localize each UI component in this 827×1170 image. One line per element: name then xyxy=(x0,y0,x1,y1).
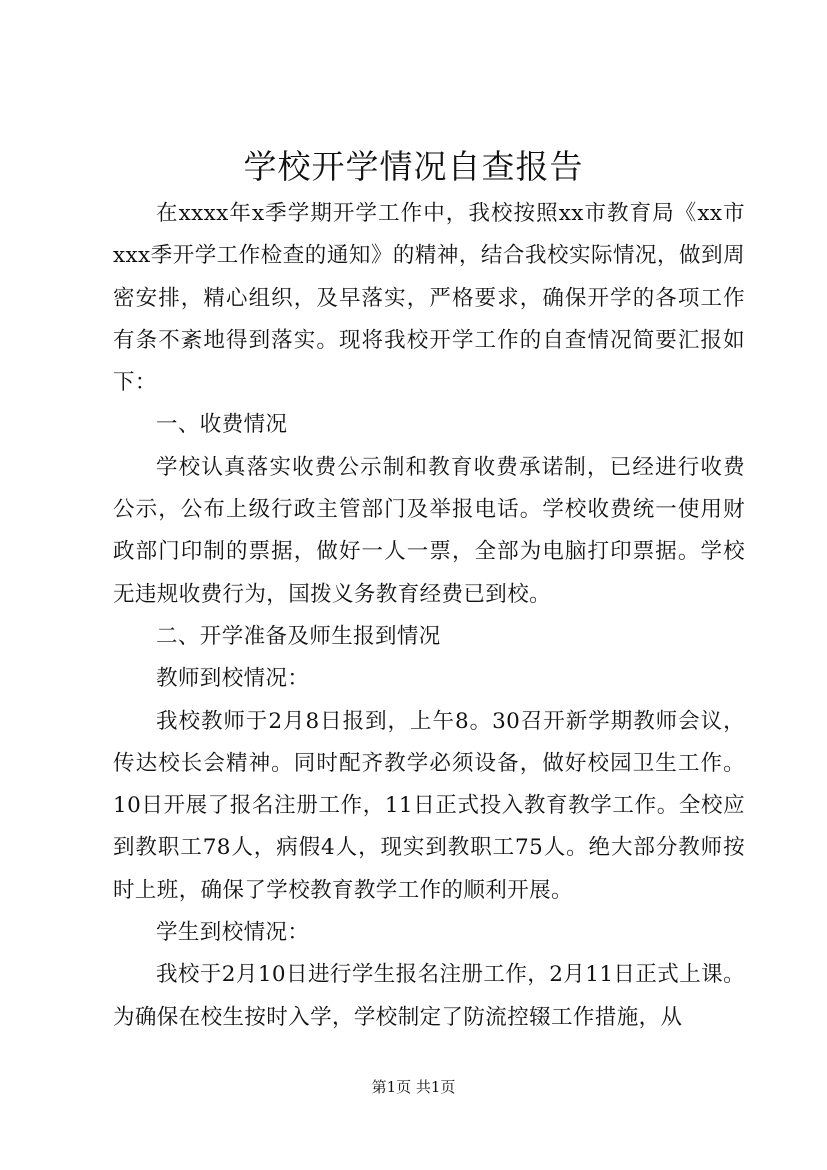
paragraph-students: 我校于2月10日进行学生报名注册工作，2月11日正式上课。为确保在校生按时入学，学校制定了防流控辍工作措施，从 xyxy=(113,962,745,1030)
paragraph-intro: 在xxxx年x季学期开学工作中，我校按照xx市教育局《xx市xxx季开学工作检查的通知》的精神，结合我校实际情况，做到周密安排，精心组织，及早落实，严格要求，确保开学的各项工作有条不紊地得到落实。现将我校开学工作的自查情况简要汇报如下： xyxy=(113,201,745,396)
document-body xyxy=(113,193,745,1039)
document-title: 学校开学情况自查报告 xyxy=(243,147,584,186)
section-heading-preparation: 二、开学准备及师生报到情况 xyxy=(156,623,441,649)
subheading-teachers: 教师到校情况： xyxy=(156,666,310,692)
section-heading-fees: 一、收费情况 xyxy=(156,412,288,438)
page-number-footer: 第1页 共1页 xyxy=(371,1078,456,1096)
paragraph-fees: 学校认真落实收费公示制和教育收费承诺制，已经进行收费公示，公布上级行政主管部门及举报电话。学校收费统一使用财政部门印制的票据，做好一人一票，全部为电脑打印票据。学校无违规收费行为，国拨义务教育经费已到校。 xyxy=(113,454,745,607)
subheading-students: 学生到校情况： xyxy=(156,920,310,946)
paragraph-teachers: 我校教师于2月8日报到，上午8。30召开新学期教师会议，传达校长会精神。同时配齐教学必须设备，做好校园卫生工作。10日开展了报名注册工作，11日正式投入教育教学工作。全校应到教职工78人，病假4人，现实到教职工75人。绝大部分教师按时上班，确保了学校教育教学工作的顺利开展。 xyxy=(113,708,745,903)
